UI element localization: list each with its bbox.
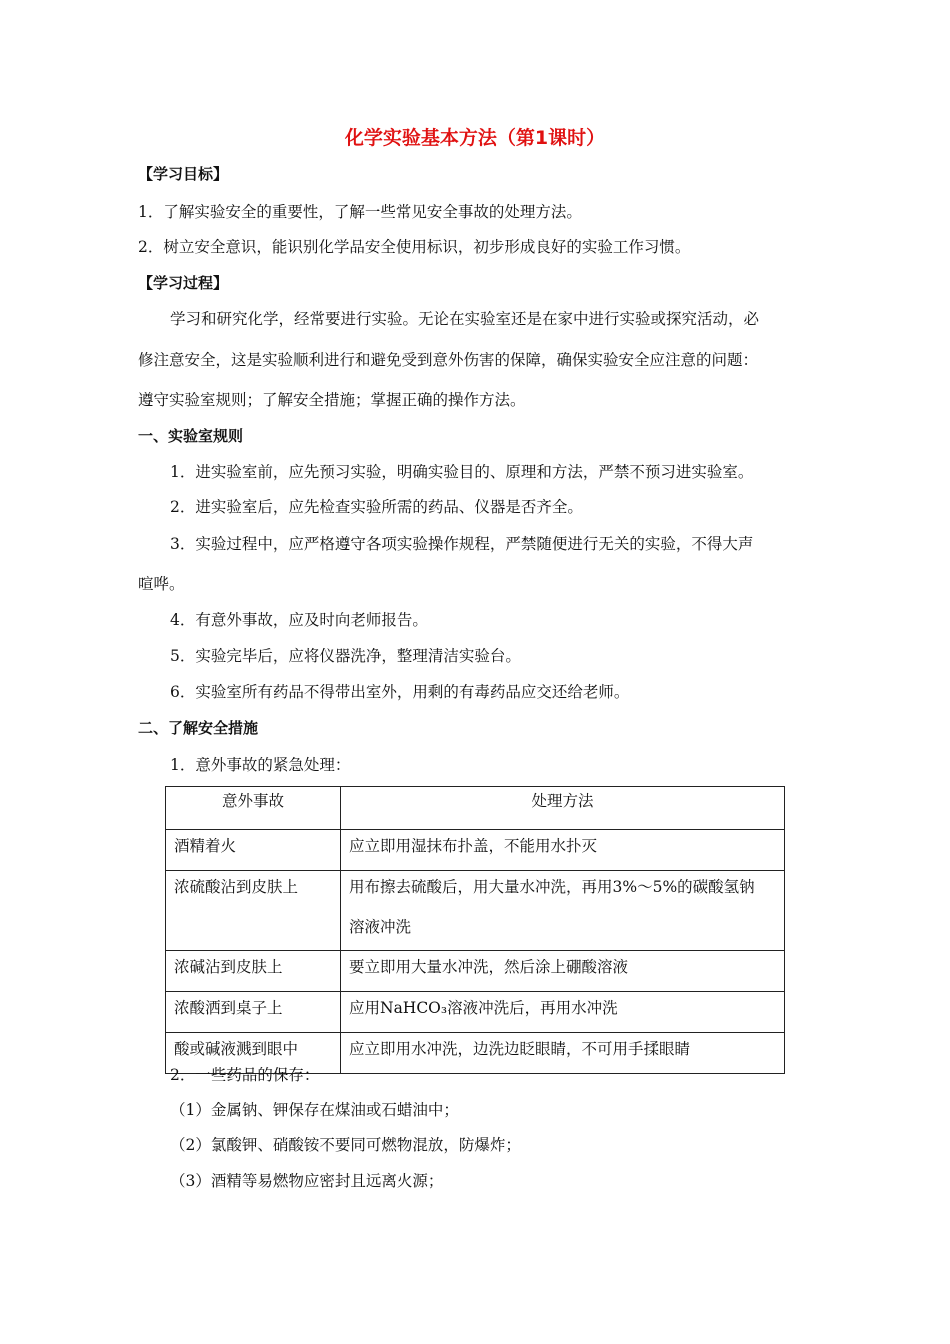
rule-3-continued: 喧哗。 — [138, 575, 185, 593]
table-row — [166, 992, 785, 1033]
rule-5: 5．实验完毕后，应将仪器洗净，整理清洁实验台。 — [170, 647, 521, 665]
storage-item-2: （2）氯酸钾、硝酸铵不要同可燃物混放，防爆炸； — [170, 1136, 521, 1154]
table-row — [166, 871, 785, 951]
rule-6: 6．实验室所有药品不得带出室外，用剩的有毒药品应交还给老师。 — [170, 683, 630, 701]
objective-item-1: 1．了解实验安全的重要性，了解一些常见安全事故的处理方法。 — [138, 203, 582, 221]
objective-item-2: 2．树立安全意识，能识别化学品安全使用标识，初步形成良好的实验工作习惯。 — [138, 238, 691, 256]
table-cell-method: 应用NaHCO₃溶液冲洗后，再用水冲洗 — [341, 992, 785, 1033]
rule-1: 1．进实验室前，应先预习实验，明确实验目的、原理和方法，严禁不预习进实验室。 — [170, 463, 754, 481]
table-cell-method-line-2: 溶液冲洗 — [349, 918, 412, 936]
storage-label: 2．一些药品的保存： — [170, 1066, 320, 1084]
table-cell-method: 要立即用大量水冲洗，然后涂上硼酸溶液 — [341, 951, 785, 992]
rule-2: 2．进实验室后，应先检查实验所需的药品、仪器是否齐全。 — [170, 498, 583, 516]
emergency-label: 1．意外事故的紧急处理： — [170, 756, 351, 774]
storage-item-1: （1）金属钠、钾保存在煤油或石蜡油中； — [170, 1101, 459, 1119]
storage-item-3: （3）酒精等易燃物应密封且远离火源； — [170, 1172, 444, 1190]
table-cell-accident: 浓碱沾到皮肤上 — [166, 951, 341, 992]
table-cell-accident: 浓硫酸沾到皮肤上 — [166, 871, 341, 951]
table-cell-accident: 酸或碱液溅到眼中 — [166, 1033, 341, 1074]
table-cell-accident: 酒精着火 — [166, 830, 341, 871]
section1-heading: 一、实验室规则 — [138, 427, 244, 445]
table-header-accident: 意外事故 — [166, 787, 341, 830]
section2-heading: 二、了解安全措施 — [138, 719, 259, 737]
table-header-row — [166, 787, 785, 830]
intro-line-3: 遵守实验室规则；了解安全措施；掌握正确的操作方法。 — [138, 391, 526, 409]
emergency-table — [165, 786, 785, 1074]
intro-line-1: 学习和研究化学，经常要进行实验。无论在实验室还是在家中进行实验或探究活动，必 — [170, 310, 760, 328]
table-cell-method — [341, 871, 785, 951]
rule-4: 4．有意外事故，应及时向老师报告。 — [170, 611, 428, 629]
table-cell-method: 应立即用水冲洗，边洗边眨眼睛，不可用手揉眼睛 — [341, 1033, 785, 1074]
intro-line-2: 修注意安全，这是实验顺利进行和避免受到意外伤害的保障，确保实验安全应注意的问题： — [138, 351, 759, 369]
process-heading: 【学习过程】 — [138, 274, 229, 292]
table-header-method: 处理方法 — [341, 787, 785, 830]
table-cell-accident: 浓酸洒到桌子上 — [166, 992, 341, 1033]
table-cell-method: 应立即用湿抹布扑盖，不能用水扑灭 — [341, 830, 785, 871]
document-title: 化学实验基本方法（第1课时） — [344, 127, 606, 149]
table-row — [166, 951, 785, 992]
objectives-heading: 【学习目标】 — [138, 165, 229, 183]
rule-3: 3．实验过程中，应严格遵守各项实验操作规程，严禁随便进行无关的实验，不得大声 — [170, 535, 754, 553]
table-row — [166, 830, 785, 871]
table-cell-method-line-1: 用布擦去硫酸后，用大量水冲洗，再用3%～5%的碳酸氢钠 — [349, 878, 755, 896]
